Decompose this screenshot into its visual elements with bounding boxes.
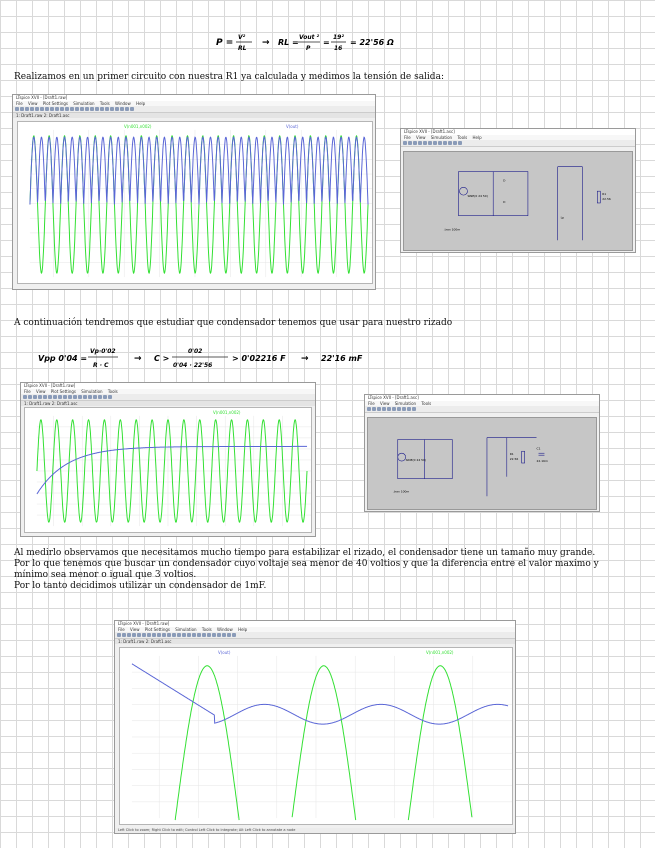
paragraph-3-line-4: Por lo tanto decidimos utilizar un condensador de 1mF. [14, 581, 267, 591]
tool-icon[interactable] [68, 395, 72, 399]
menu-help[interactable]: Help [136, 101, 146, 106]
menu-view[interactable]: View [379, 401, 390, 406]
tool-icon[interactable] [382, 407, 386, 411]
tool-icon[interactable] [187, 633, 191, 637]
toolbar [13, 106, 375, 113]
tab-bar[interactable]: 1: Draft1.raw 2: Draft1.asc [21, 401, 315, 406]
diode-label: D [503, 178, 506, 183]
r1-label: R1 [509, 452, 514, 457]
menu-help[interactable]: Help [238, 627, 248, 632]
ripple-formula [38, 344, 368, 372]
tool-icon[interactable] [458, 141, 462, 145]
schematic-canvas-2[interactable] [367, 417, 597, 510]
tool-icon[interactable] [402, 407, 406, 411]
tool-icon[interactable] [448, 141, 452, 145]
schematic-toolbar [401, 140, 635, 147]
tool-icon[interactable] [207, 633, 211, 637]
source-label: SINE(0 24 50) [405, 458, 427, 463]
tool-icon[interactable] [212, 633, 216, 637]
tool-icon[interactable] [413, 141, 417, 145]
tool-icon[interactable] [232, 633, 236, 637]
trace-label-out[interactable]: V(out) [218, 650, 231, 655]
schematic-title: LTspice XVII - [Draft1.asc] [365, 395, 599, 401]
tool-icon[interactable] [423, 141, 427, 145]
tool-icon[interactable] [367, 407, 371, 411]
tool-icon[interactable] [33, 395, 37, 399]
power-lhs: P = [216, 38, 234, 48]
tool-icon[interactable] [75, 107, 79, 111]
window-title: LTspice XVII - [Draft1.raw] [115, 621, 515, 627]
menu-simulation[interactable]: Simulation [430, 135, 453, 140]
arrow-2: → [134, 354, 142, 364]
menu-window[interactable]: Window [115, 101, 131, 106]
trace-label-in[interactable]: V(n001,n002) [124, 124, 152, 129]
waveform-plot-2[interactable] [24, 407, 312, 533]
r1-value: 22.56 [602, 197, 611, 202]
tool-icon[interactable] [20, 107, 24, 111]
menu-window[interactable]: Window [217, 627, 233, 632]
tran-command: .tran 100m [443, 227, 461, 232]
tool-icon[interactable] [397, 407, 401, 411]
tool-icon[interactable] [93, 395, 97, 399]
paragraph-1: Realizamos en un primer circuito con nuestra R1 ya calculada y medimos la tensión de salida: [14, 72, 444, 82]
trace-output [30, 137, 368, 204]
tool-icon[interactable] [167, 633, 171, 637]
tool-icon[interactable] [227, 633, 231, 637]
tool-icon[interactable] [387, 407, 391, 411]
trace-output [132, 664, 508, 724]
tab-bar[interactable]: 1: Draft1.raw 2: Draft1.asc [115, 639, 515, 644]
power-formula [216, 30, 456, 54]
tool-icon[interactable] [115, 107, 119, 111]
ltspice-waveform-window-1 [12, 94, 376, 290]
vals-num: 19² [333, 34, 344, 41]
menu-simulation[interactable]: Simulation [73, 101, 95, 106]
resistor-r1[interactable] [522, 451, 525, 463]
tool-icon[interactable] [412, 407, 416, 411]
paragraph-3-line-2: Por lo que tenemos que buscar un condensador cuyo voltaje sea menor de 40 voltios y que la diferencia entre el valor maximo y [14, 559, 599, 569]
menu-simulation[interactable]: Simulation [81, 389, 103, 394]
schematic-title: LTspice XVII - [Draft1.asc] [401, 129, 635, 135]
menu-tools[interactable]: Tools [107, 389, 118, 394]
tool-icon[interactable] [30, 107, 34, 111]
tool-icon[interactable] [83, 395, 87, 399]
tool-icon[interactable] [90, 107, 94, 111]
menu-tools[interactable]: Tools [99, 101, 110, 106]
tool-icon[interactable] [130, 107, 134, 111]
schematic-toolbar [365, 406, 599, 413]
transformer-label: Lp [560, 215, 565, 220]
trace-input-peak [175, 666, 239, 820]
trace-input-peak [408, 666, 472, 820]
tool-icon[interactable] [127, 633, 131, 637]
rl-lhs: RL = [278, 38, 299, 47]
tool-icon[interactable] [122, 633, 126, 637]
tool-icon[interactable] [50, 107, 54, 111]
tool-icon[interactable] [23, 395, 27, 399]
r1-value: 22.56 [509, 457, 519, 462]
c1-value: 22.16m [536, 459, 548, 464]
menu-help[interactable]: Help [472, 135, 482, 140]
tool-icon[interactable] [407, 407, 411, 411]
tool-icon[interactable] [372, 407, 376, 411]
tool-icon[interactable] [105, 107, 109, 111]
menu-view[interactable]: View [129, 627, 140, 632]
tool-icon[interactable] [438, 141, 442, 145]
diode-label: D [503, 199, 506, 204]
menu-simulation[interactable]: Simulation [394, 401, 417, 406]
tool-icon[interactable] [43, 395, 47, 399]
tool-icon[interactable] [418, 141, 422, 145]
toolbar [21, 394, 315, 401]
tool-icon[interactable] [45, 107, 49, 111]
window-title: LTspice XVII - [Draft1.raw] [13, 95, 375, 101]
menu-file[interactable]: File [118, 627, 125, 632]
ripple-den: R · C [93, 362, 109, 369]
menu-file[interactable]: File [16, 101, 23, 106]
menu-file[interactable]: File [368, 401, 375, 406]
tool-icon[interactable] [65, 107, 69, 111]
ltspice-schematic-window-2 [364, 394, 600, 512]
tool-icon[interactable] [172, 633, 176, 637]
tool-icon[interactable] [162, 633, 166, 637]
tool-icon[interactable] [125, 107, 129, 111]
tool-icon[interactable] [152, 633, 156, 637]
tool-icon[interactable] [192, 633, 196, 637]
menu-view[interactable]: View [35, 389, 46, 394]
waveform-plot-1[interactable] [17, 121, 373, 284]
c-den: 0'04 · 22'56 [173, 362, 213, 369]
paragraph-3-line-1: Al medirlo observamos que necesitamos mucho tiempo para estabilizar el rizado, el condensador tiene un tamaño muy grande. [14, 548, 596, 558]
menu-tools[interactable]: Tools [457, 135, 468, 140]
menu-view[interactable]: View [415, 135, 426, 140]
tool-icon[interactable] [25, 107, 29, 111]
menu-tools[interactable]: Tools [421, 401, 432, 406]
tool-icon[interactable] [428, 141, 432, 145]
voltage-source-symbol[interactable] [460, 187, 468, 195]
resistor-r1[interactable] [597, 191, 600, 203]
tool-icon[interactable] [433, 141, 437, 145]
tool-icon[interactable] [98, 395, 102, 399]
trace-label-in[interactable]: V(n001,n002) [426, 650, 454, 655]
waveform-plot-3[interactable] [119, 647, 513, 825]
tool-icon[interactable] [443, 141, 447, 145]
c-lhs: C > [154, 354, 170, 363]
tool-icon[interactable] [157, 633, 161, 637]
rl-eq: = [323, 38, 330, 47]
rl-den: P [306, 45, 311, 52]
tool-icon[interactable] [182, 633, 186, 637]
menu-file[interactable]: File [24, 389, 31, 394]
source-label: SINE(0 24 50) [467, 194, 488, 199]
menu-plot-settings[interactable]: Plot Settings [144, 627, 170, 632]
tool-icon[interactable] [78, 395, 82, 399]
tool-icon[interactable] [392, 407, 396, 411]
ltspice-schematic-window-1 [400, 128, 636, 253]
menu-tools[interactable]: Tools [201, 627, 212, 632]
tool-icon[interactable] [408, 141, 412, 145]
tool-icon[interactable] [377, 407, 381, 411]
tool-icon[interactable] [197, 633, 201, 637]
tool-icon[interactable] [95, 107, 99, 111]
tool-icon[interactable] [88, 395, 92, 399]
tool-icon[interactable] [35, 107, 39, 111]
tool-icon[interactable] [38, 395, 42, 399]
tool-icon[interactable] [28, 395, 32, 399]
tool-icon[interactable] [117, 633, 121, 637]
power-num: V² [238, 34, 246, 41]
tool-icon[interactable] [132, 633, 136, 637]
voltage-source-symbol[interactable] [398, 453, 406, 461]
waveform-svg-1 [18, 122, 372, 283]
status-bar: Left Click to zoom; Right Click to edit; Control Left Click to integrate; Alt Left Click to annotate a node [115, 828, 515, 833]
tool-icon[interactable] [48, 395, 52, 399]
tool-icon[interactable] [217, 633, 221, 637]
tool-icon[interactable] [202, 633, 206, 637]
c-num: 0'02 [188, 348, 203, 355]
arrow-3: → [301, 354, 309, 364]
c1-label: C1 [536, 446, 541, 451]
schematic-svg-2 [368, 418, 596, 509]
vals-den: 16 [334, 45, 343, 52]
paragraph-2: A continuación tendremos que estudiar que condensador tenemos que usar para nuestro rizado [14, 318, 453, 328]
tool-icon[interactable] [137, 633, 141, 637]
rl-num: Vout ² [299, 34, 320, 41]
c-result: > 0'02216 F [232, 354, 286, 363]
tool-icon[interactable] [142, 633, 146, 637]
tool-icon[interactable] [60, 107, 64, 111]
menu-plot-settings[interactable]: Plot Settings [50, 389, 76, 394]
menu-plot-settings[interactable]: Plot Settings [42, 101, 68, 106]
tool-icon[interactable] [177, 633, 181, 637]
arrow-1: → [262, 38, 270, 48]
tool-icon[interactable] [120, 107, 124, 111]
tool-icon[interactable] [108, 395, 112, 399]
waveform-svg-2 [25, 408, 311, 532]
trace-label-out[interactable]: V(out) [286, 124, 299, 129]
tool-icon[interactable] [58, 395, 62, 399]
power-result: = 22'56 Ω [350, 38, 394, 47]
tool-icon[interactable] [40, 107, 44, 111]
tool-icon[interactable] [147, 633, 151, 637]
final-result: 22'16 mF [321, 354, 363, 363]
ltspice-waveform-window-2 [20, 382, 316, 537]
menu-file[interactable]: File [404, 135, 411, 140]
trace-input-peak [292, 666, 356, 820]
tool-icon[interactable] [53, 395, 57, 399]
tool-icon[interactable] [80, 107, 84, 111]
paragraph-3 [14, 548, 599, 592]
schematic-svg-1 [404, 152, 632, 250]
trace-label-in[interactable]: V(n001,n002) [213, 410, 241, 415]
tool-icon[interactable] [85, 107, 89, 111]
waveform-svg-3 [120, 648, 512, 824]
paragraph-3-line-3: mínimo sea menor o igual que 3 voltios. [14, 570, 197, 580]
tool-icon[interactable] [453, 141, 457, 145]
window-title: LTspice XVII - [Draft1.raw] [21, 383, 315, 389]
menu-simulation[interactable]: Simulation [175, 627, 197, 632]
tab-bar[interactable]: 1: Draft1.raw 2: Draft1.asc [13, 113, 375, 118]
tool-icon[interactable] [70, 107, 74, 111]
tool-icon[interactable] [15, 107, 19, 111]
tool-icon[interactable] [222, 633, 226, 637]
tool-icon[interactable] [403, 141, 407, 145]
tran-command: .tran 100m [392, 489, 410, 494]
power-den: RL [238, 45, 247, 52]
menu-view[interactable]: View [27, 101, 38, 106]
ltspice-waveform-window-3 [114, 620, 516, 834]
tool-icon[interactable] [110, 107, 114, 111]
toolbar [115, 632, 515, 639]
r1-label: R1 [602, 192, 607, 197]
tool-icon[interactable] [100, 107, 104, 111]
schematic-canvas-1[interactable] [403, 151, 633, 251]
tool-icon[interactable] [55, 107, 59, 111]
ripple-num: Vp·0'02 [90, 348, 116, 355]
tool-icon[interactable] [73, 395, 77, 399]
tool-icon[interactable] [63, 395, 67, 399]
tool-icon[interactable] [103, 395, 107, 399]
ripple-lhs: Vpp 0'04 = [38, 354, 88, 363]
